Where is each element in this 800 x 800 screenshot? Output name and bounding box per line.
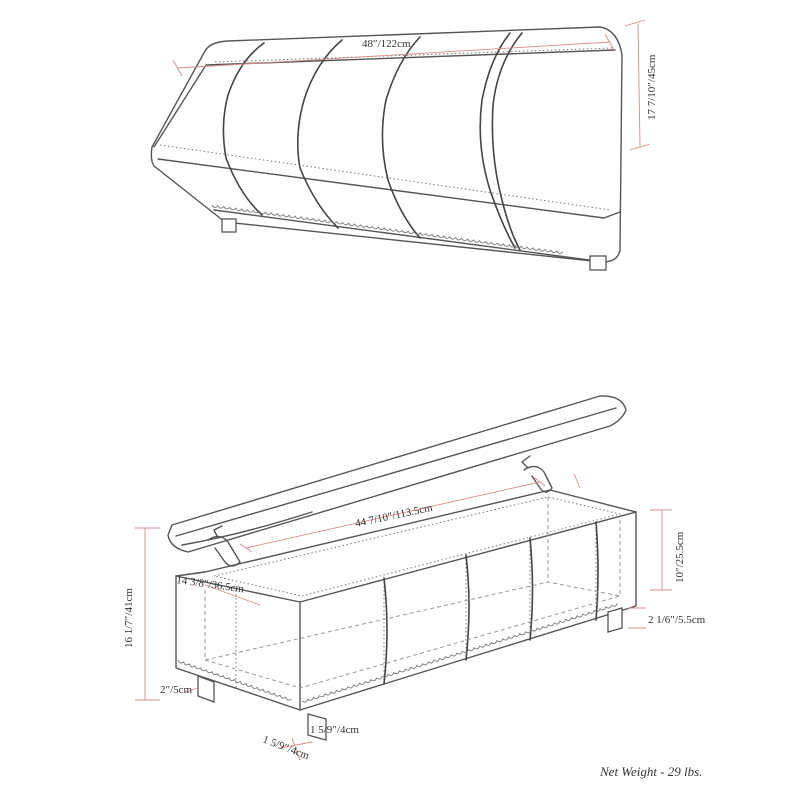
closed-ottoman-drawing: [151, 20, 650, 270]
leg-width-label: 1 5/9″/4cm: [310, 724, 359, 736]
leg-height-label: 2 1/6″/5.5cm: [648, 614, 706, 626]
inner-height-label: 10″/25.5cm: [674, 531, 686, 583]
inner-length-label: 44 7/10″/113.5cm: [354, 501, 434, 530]
top-height-label: 17 7/10″/45cm: [646, 54, 658, 120]
net-weight-label: Net Weight - 29 lbs.: [600, 764, 703, 779]
leg-depth-label: 1 5/9″/4cm: [260, 733, 311, 763]
inner-depth-label: 14 3/8″/36.5cm: [175, 574, 245, 596]
top-length-label: 48″/122cm: [362, 38, 411, 50]
open-ottoman-drawing: [135, 396, 672, 760]
leg-inset-label: 2″/5cm: [160, 684, 193, 696]
total-height-label: 16 1/7″/41cm: [123, 588, 135, 648]
